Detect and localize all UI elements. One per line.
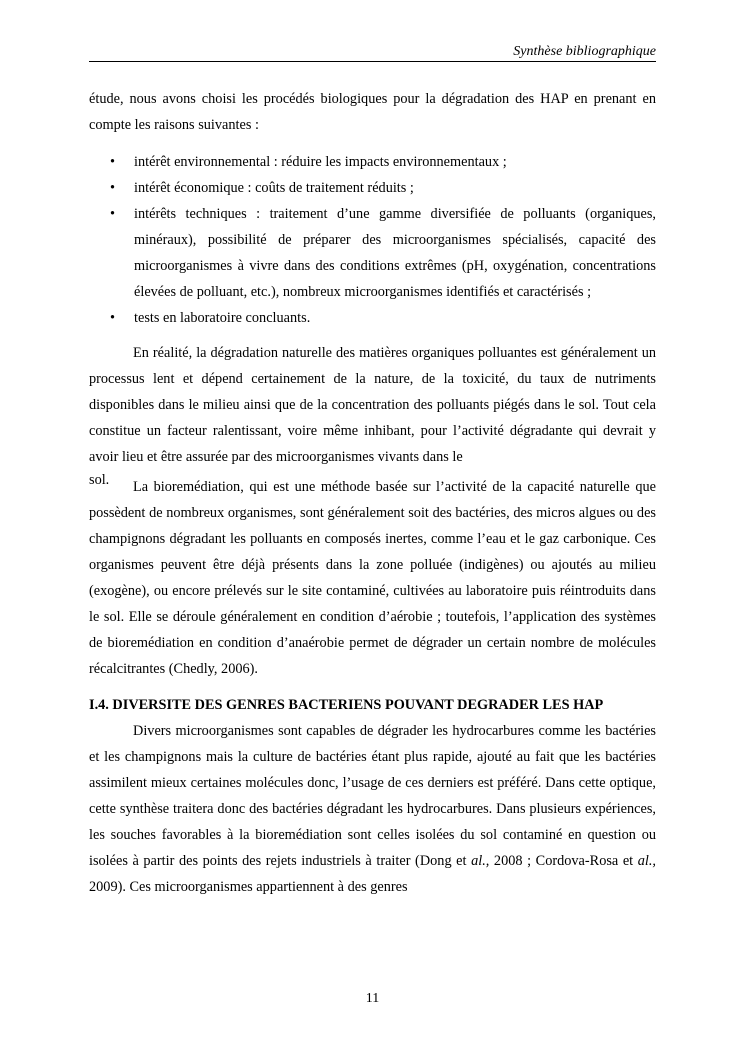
reasons-list [89,149,656,331]
list-item: • tests en laboratoire concluants. [89,305,656,331]
running-header [89,44,656,62]
bullet-icon: • [110,154,116,170]
list-item: • intérêt environnemental : réduire les impacts environnementaux ; [89,149,656,175]
list-item: • intérêt économique : coûts de traitement réduits ; [89,175,656,201]
paragraph-realite: En réalité, la dégradation naturelle des matières organiques polluantes est généralement un processus lent et dépend certainement de la nature, de la toxicité, du taux de nutriments disponibles dans le milieu ainsi que de la concentration des polluants piégés dans le sol. Tout cela constitue un facteur ralentissant, voire même inhibant, pour l’activité dégradante qui devrait y avoir lieu et être assurée par des microorganismes vivants dans le [89,345,656,465]
bullet-icon: • [110,180,116,196]
bullet-icon: • [110,310,116,326]
section-heading: I.4. DIVERSITE DES GENRES BACTERIENS POUVANT DEGRADER LES HAP [89,697,604,713]
header-title: Synthèse bibliographique [513,44,656,59]
bullet-icon: • [110,206,116,222]
paragraph-divers: Divers microorganismes sont capables de dégrader les hydrocarbures comme les bactéries et les champignons mais la culture de bactéries étant plus rapide, ajouté au fait que les bactéries assimilent mieux certaines molécules donc, l’usage de ces derniers est préféré. Dans cette optique, cette synthèse traitera donc des bactéries dégradant les hydrocarbures. Dans plusieurs expériences, les souches favorables à la bioremédiation sont celles isolées du sol contaminé en question ou isolées à partir des points des rejets industriels à traiter (Dong et al., 2008 ; Cordova-Rosa et al., 2009). Ces microorganismes appartiennent à des genres [89,723,657,895]
page-body [89,86,656,900]
paragraph-realite-tail: sol. [89,472,110,488]
page-number: 11 [365,991,380,1006]
list-item: • intérêts techniques : traitement d’une gamme diversifiée de polluants (organiques, minéraux), possibilité de préparer des microorganismes spécialisés, capacité des microorganismes à vivre dans des conditions extrêmes (pH, oxygénation, concentrations élevées de polluant, etc.), nombreux microorganismes identifiés et caractérisés ; [89,201,656,305]
intro-paragraph: étude, nous avons choisi les procédés biologiques pour la dégradation des HAP en prenant en compte les raisons suivantes : [89,91,656,133]
paragraph-bioremediation: La bioremédiation, qui est une méthode basée sur l’activité de la capacité naturelle que possèdent de nombreux organismes, sont généralement soit des bactéries, des micros algues ou des champignons dégradant les polluants en composés inertes, comme l’eau et le gaz carbonique. Ces organismes peuvent être déjà présents dans la zone polluée (indigènes) ou ajoutés au milieu (exogène), ou encore prélevés sur le site contaminé, cultivées au laboratoire puis réintroduits dans le sol. Elle se déroule généralement en condition d’aérobie ; toutefois, l’application des systèmes de bioremédiation en condition d’anaérobie permet de dégrader un certain nombre de molécules récalcitrantes (Chedly, 2006). [89,479,656,677]
